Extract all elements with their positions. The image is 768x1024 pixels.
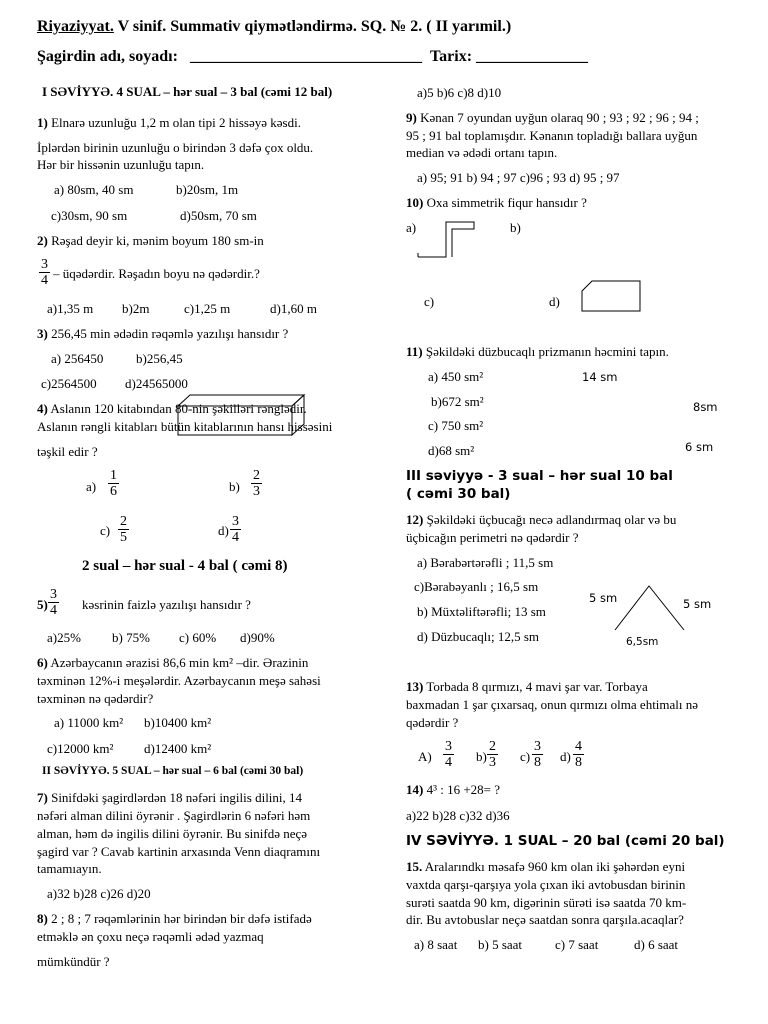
prism-height-label: 8sm — [693, 400, 718, 414]
subject-label: Riyaziyyat. — [37, 18, 114, 35]
q11-option-a: a) 450 sm² — [428, 369, 484, 384]
triangle-drawing — [614, 584, 686, 632]
q7-line3: alman, həm də ingilis dilini öyrənir. Bu sinifdə neçə — [37, 826, 308, 841]
q10-option-c-label: c) — [424, 294, 435, 309]
q7-line1: 7) Sinifdəki şagirdlərdən 18 nəfəri ingilis dilini, 14 — [37, 790, 303, 805]
q3-option-b: b)256,45 — [136, 351, 183, 366]
triangle-base-label: 6,5sm — [626, 636, 659, 648]
q12-option-a: a) Bərabərtərəfli ; 11,5 sm — [417, 555, 554, 570]
q6-line3: təxminən nə qədərdir? — [37, 691, 154, 706]
q7-line2: nəfəri alman dilini öyrənir . Şagirdlərin 6 nəfəri həm — [37, 808, 311, 823]
section-level-3-line2: ( cəmi 30 bal) — [406, 486, 511, 502]
q6-option-c: c)12000 km² — [47, 741, 114, 756]
q11-option-b: b)672 sm² — [431, 394, 484, 409]
q9-line2: 95 ; 91 bal toplamışdır. Kənanın topladığı ballara uyğun — [406, 128, 698, 143]
q12-option-c: b) Müxtəliftərəfli; 13 sm — [417, 604, 546, 619]
q6-line1: 6) Azərbaycanın ərazisi 86,6 min km² –dir. Ərazinin — [37, 655, 309, 670]
q15-option-d: d) 6 saat — [634, 937, 679, 952]
section-level-1: I SƏVİYYƏ. 4 SUAL – hər sual – 3 bal (cəmi 12 bal) — [42, 84, 333, 99]
q6-line2: təxminən 12%-i meşələrdir. Azərbaycanın meşə sahəsi — [37, 673, 321, 688]
q1-line1: 1) Elnarə uzunluğu 1,2 m olan tipi 2 hissəyə kəsdi. — [37, 115, 301, 130]
q2-option-b: b)2m — [122, 301, 150, 316]
q14-options: a)22 b)28 c)32 d)36 — [406, 808, 510, 823]
prism-width-label: 6 sm — [685, 440, 714, 454]
q9-line3: median və ədədi ortanı tapın. — [406, 145, 558, 160]
triangle-left-side-label: 5 sm — [589, 591, 618, 605]
q13-option-b-label: b) — [476, 749, 487, 764]
q4-option-a-label: a) — [86, 479, 97, 494]
section-level-1b: 2 sual – hər sual - 4 bal ( cəmi 8) — [82, 558, 288, 574]
q1-line2: İplərdən birinin uzunluğu o birindən 3 dəfə çox oldu. — [37, 140, 314, 155]
q12-option-d: d) Düzbucaqlı; 12,5 sm — [417, 629, 540, 644]
date-line: ______________ — [476, 48, 589, 65]
q13-line1: 13) Torbada 8 qırmızı, 4 mavi şar var. Torbaya — [406, 679, 648, 694]
q13-line3: qədərdir ? — [406, 715, 459, 730]
q4-line2: Aslanın rəngli kitabları bütün kitablarının hansı hissəsini — [37, 419, 333, 434]
q2-line1: 2) Rəşad deyir ki, mənim boyum 180 sm-in — [37, 233, 264, 248]
q3-line1: 3) 256,45 min ədədin rəqəmlə yazılışı hansıdır ? — [37, 326, 289, 341]
q3-option-a: a) 256450 — [51, 351, 104, 366]
q10-option-d-label: d) — [549, 294, 560, 309]
q1-option-c: c)30sm, 90 sm — [51, 208, 128, 223]
q14-line1: 14) 4³ : 16 +28= ? — [406, 782, 501, 797]
q13-option-d-label: d) — [560, 749, 571, 764]
q5-option-b: b) 75% — [112, 630, 150, 645]
section-level-2: II SƏVİYYƏ. 5 SUAL – hər sual – 6 bal (cəmi 30 bal) — [42, 765, 304, 777]
q2-line2: – üqədərdir. Rəşadın boyu nə qədərdir.? — [53, 266, 260, 281]
q3-option-d: d)24565000 — [125, 376, 188, 391]
q6-option-d: d)12400 km² — [144, 741, 212, 756]
q2-option-d: d)1,60 m — [270, 301, 317, 316]
q4-option-a-fraction: 1 6 — [110, 468, 117, 499]
q2-option-a: a)1,35 m — [47, 301, 94, 316]
q8-options: a)5 b)6 c)8 d)10 — [417, 85, 502, 100]
q15-line3: surəti saatda 90 km, digərinin sürəti isə saatda 70 km- — [406, 895, 687, 910]
q5-option-d: d)90% — [240, 630, 275, 645]
q10-line1: 10) Oxa simmetrik fiqur hansıdır ? — [406, 195, 587, 210]
q10-option-b-label: b) — [510, 220, 521, 235]
q11-option-d: d)68 sm² — [428, 443, 475, 458]
q12-option-b: c)Bərabəyanlı ; 16,5 sm — [414, 579, 539, 594]
q11-option-c: c) 750 sm² — [428, 418, 484, 433]
q15-line1: 15. Aralarındkı məsafə 960 km olan iki şəhərdən eyni — [406, 859, 686, 874]
q1-option-b: b)20sm, 1m — [176, 182, 239, 197]
q12-line1: 12) Şəkildəki üçbucağı necə adlandırmaq olar və bu — [406, 512, 677, 527]
q3-option-c: c)2564500 — [41, 376, 97, 391]
q10-figure-a — [416, 217, 476, 259]
q2-fraction: 3 4 — [41, 257, 48, 288]
q6-option-b: b)10400 km² — [144, 715, 212, 730]
q15-option-a: a) 8 saat — [414, 937, 458, 952]
q4-option-c-fraction: 2 5 — [120, 514, 127, 545]
prism-length-label: 14 sm — [582, 370, 618, 384]
q4-option-d-label: d) — [218, 523, 229, 538]
q15-option-c: c) 7 saat — [555, 937, 599, 952]
q9-options: a) 95; 91 b) 94 ; 97 c)96 ; 93 d) 95 ; 97 — [417, 170, 620, 185]
title-rest: V sinif. Summativ qiymətləndirmə. SQ. № 2. ( II yarımil.) — [113, 18, 512, 35]
q6-option-a: a) 11000 km² — [54, 715, 124, 730]
q13-option-c-fraction: 3 8 — [534, 739, 541, 770]
q15-line4: dir. Bu avtobuslar neçə saatdan sonra qarşıla.acaqlar? — [406, 912, 684, 927]
date-label: Tarix: — [429, 48, 473, 65]
q4-line3: təşkil edir ? — [37, 444, 98, 459]
student-name-row — [37, 48, 588, 66]
q5-fraction: 3 4 — [50, 587, 57, 618]
triangle-right-side-label: 5 sm — [683, 597, 712, 611]
q4-option-c-label: c) — [100, 523, 111, 538]
q15-line2: vaxtda qarşı-qarşıya yola çıxan iki avtobusdan birinin — [406, 877, 686, 892]
q4-option-b-label: b) — [229, 479, 240, 494]
q10-figure-d — [580, 279, 642, 313]
q4-option-b-fraction: 2 3 — [253, 468, 260, 499]
q5-number: 5) — [37, 597, 48, 612]
q5-option-c: c) 60% — [179, 630, 217, 645]
q10-option-a-label: a) — [406, 220, 417, 235]
q8-line2: etməklə ən çoxu neçə rəqəmli ədəd yazmaq — [37, 929, 264, 944]
q11-line1: 11) Şəkildəki düzbucaqlı prizmanın həcmini tapın. — [406, 344, 669, 359]
q7-options: a)32 b)28 c)26 d)20 — [47, 886, 151, 901]
q15-option-b: b) 5 saat — [478, 937, 523, 952]
q12-line2: üçbicağın perimetri nə qədərdir ? — [406, 530, 579, 545]
worksheet-title — [37, 18, 511, 36]
student-name-line: _____________________________ — [189, 48, 422, 65]
q8-line1: 8) 2 ; 8 ; 7 rəqəmlərinin hər birindən bir dəfə istifadə — [37, 911, 312, 926]
q13-option-d-fraction: 4 8 — [575, 739, 582, 770]
q1-option-a: a) 80sm, 40 sm — [54, 182, 134, 197]
prism-drawing — [176, 392, 316, 442]
q5-line1: kəsrinin faizlə yazılışı hansıdır ? — [82, 597, 251, 612]
q8-line3: mümkündür ? — [37, 954, 110, 969]
q13-option-b-fraction: 2 3 — [489, 739, 496, 770]
q9-line1: 9) Kənan 7 oyundan uyğun olaraq 90 ; 93 ; 92 ; 96 ; 94 ; — [406, 110, 699, 125]
q4-line1: 4) Aslanın 120 kitabından 80-nin şəkilləri rənglədir. — [37, 401, 307, 416]
q2-option-c: c)1,25 m — [184, 301, 231, 316]
section-level-3-line1: III səviyyə - 3 sual – hər sual 10 bal — [406, 468, 673, 484]
q1-line3: Hər bir hissənin uzunluğu tapın. — [37, 157, 205, 172]
section-level-4: IV SƏVİYYƏ. 1 SUAL – 20 bal (cəmi 20 bal) — [406, 833, 725, 849]
q5-option-a: a)25% — [47, 630, 81, 645]
q4-option-d-fraction: 3 4 — [232, 514, 239, 545]
q13-option-c-label: c) — [520, 749, 531, 764]
q13-option-a-label: A) — [418, 749, 432, 764]
q13-line2: baxmadan 1 şar çıxarsaq, onun qırmızı olma ehtimalı nə — [406, 697, 699, 712]
q1-option-d: d)50sm, 70 sm — [180, 208, 257, 223]
q13-option-a-fraction: 3 4 — [445, 739, 452, 770]
q7-line5: tamamıayın. — [37, 861, 102, 876]
q7-line4: şagird var ? Cavab kartinin arxasında Venn diaqramını — [37, 844, 321, 859]
student-name-label: Şagirdin adı, soyadı: — [37, 48, 178, 65]
